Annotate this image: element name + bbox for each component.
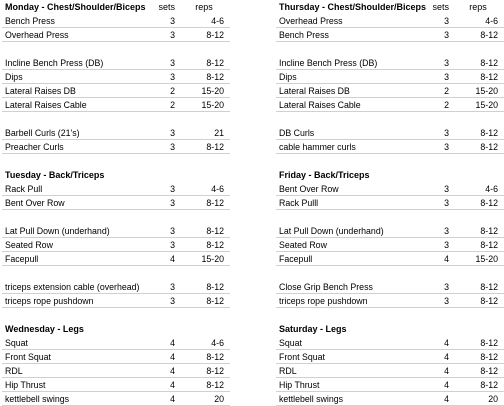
exercise-name: Facepull: [5, 254, 39, 264]
day-header-row: [276, 0, 504, 14]
exercise-sets: 3: [170, 296, 175, 306]
exercise-row: [276, 196, 504, 210]
exercise-name: Bench Press: [5, 16, 55, 26]
exercise-sets: 2: [170, 100, 175, 110]
exercise-reps: 8-12: [206, 366, 224, 376]
exercise-row: [2, 70, 230, 84]
exercise-row: [2, 336, 230, 350]
exercise-sets: 4: [170, 394, 175, 404]
exercise-reps: 8-12: [480, 338, 498, 348]
exercise-row: [276, 280, 504, 294]
exercise-sets: 3: [444, 16, 449, 26]
spacer-row: [2, 154, 230, 168]
exercise-name: Squat: [5, 338, 28, 348]
exercise-reps: 8-12: [480, 198, 498, 208]
exercise-sets: 3: [444, 296, 449, 306]
exercise-reps: 8-12: [480, 128, 498, 138]
spacer-row: [276, 210, 504, 224]
exercise-name: Incline Bench Press (DB): [279, 58, 378, 68]
exercise-reps: 4-6: [485, 16, 498, 26]
exercise-reps: 8-12: [480, 296, 498, 306]
spacer-row: [276, 112, 504, 126]
exercise-row: [276, 98, 504, 112]
exercise-sets: 3: [444, 282, 449, 292]
reps-column-header: reps: [469, 2, 487, 12]
exercise-sets: 3: [444, 30, 449, 40]
exercise-sets: 4: [444, 254, 449, 264]
exercise-sets: 2: [444, 100, 449, 110]
exercise-row: [276, 28, 504, 42]
exercise-name: triceps rope pushdown: [5, 296, 94, 306]
exercise-reps: 8-12: [206, 296, 224, 306]
exercise-sets: 2: [444, 86, 449, 96]
exercise-row: [276, 392, 504, 406]
exercise-row: [2, 378, 230, 392]
day-title: Saturday - Legs: [279, 324, 347, 334]
exercise-row: [2, 84, 230, 98]
exercise-name: Overhead Press: [5, 30, 69, 40]
exercise-row: [2, 14, 230, 28]
spacer-row: [2, 266, 230, 280]
exercise-name: cable hammer curls: [279, 142, 356, 152]
exercise-row: [276, 14, 504, 28]
exercise-name: Overhead Press: [279, 16, 343, 26]
exercise-sets: 3: [170, 184, 175, 194]
exercise-name: Seated Row: [279, 240, 327, 250]
exercise-row: [2, 196, 230, 210]
exercise-name: Bent Over Row: [5, 198, 65, 208]
exercise-name: triceps rope pushdown: [279, 296, 368, 306]
exercise-row: [276, 252, 504, 266]
exercise-name: Lateral Raises DB: [279, 86, 350, 96]
exercise-sets: 3: [170, 72, 175, 82]
exercise-row: [276, 238, 504, 252]
exercise-reps: 8-12: [206, 380, 224, 390]
exercise-name: Squat: [279, 338, 302, 348]
left-schedule-panel: [2, 0, 230, 406]
exercise-reps: 4-6: [211, 16, 224, 26]
exercise-reps: 4-6: [211, 338, 224, 348]
exercise-name: Lat Pull Down (underhand): [5, 226, 110, 236]
exercise-sets: 3: [444, 240, 449, 250]
exercise-sets: 4: [444, 380, 449, 390]
day-header-row: [2, 322, 230, 336]
exercise-reps: 15-20: [201, 254, 224, 264]
exercise-sets: 3: [444, 226, 449, 236]
exercise-sets: 2: [170, 86, 175, 96]
exercise-name: Hip Thrust: [279, 380, 320, 390]
exercise-reps: 8-12: [206, 240, 224, 250]
exercise-sets: 3: [170, 198, 175, 208]
exercise-reps: 8-12: [206, 58, 224, 68]
exercise-reps: 4-6: [485, 184, 498, 194]
exercise-name: Facepull: [279, 254, 313, 264]
exercise-name: Rack Pulll: [279, 198, 319, 208]
day-title: Tuesday - Back/Triceps: [5, 170, 105, 180]
spacer-row: [2, 42, 230, 56]
exercise-reps: 20: [214, 394, 224, 404]
exercise-reps: 8-12: [480, 380, 498, 390]
exercise-name: Front Squat: [279, 352, 325, 362]
exercise-row: [276, 224, 504, 238]
exercise-name: Lateral Raises Cable: [279, 100, 361, 110]
exercise-row: [276, 84, 504, 98]
exercise-sets: 4: [170, 366, 175, 376]
sets-column-header: sets: [158, 2, 175, 12]
day-header-row: [276, 322, 504, 336]
exercise-row: [2, 364, 230, 378]
exercise-row: [2, 28, 230, 42]
exercise-reps: 8-12: [480, 58, 498, 68]
exercise-row: [276, 350, 504, 364]
exercise-row: [2, 140, 230, 154]
exercise-sets: 4: [444, 352, 449, 362]
exercise-name: RDL: [279, 366, 297, 376]
exercise-name: Seated Row: [5, 240, 53, 250]
exercise-reps: 15-20: [475, 100, 498, 110]
exercise-row: [2, 182, 230, 196]
exercise-reps: 15-20: [201, 86, 224, 96]
day-title: Thursday - Chest/Shoulder/Biceps: [279, 2, 427, 12]
exercise-sets: 3: [170, 128, 175, 138]
exercise-row: [2, 224, 230, 238]
exercise-sets: 3: [444, 142, 449, 152]
exercise-reps: 8-12: [480, 282, 498, 292]
exercise-reps: 15-20: [201, 100, 224, 110]
exercise-name: kettlebell swings: [5, 394, 70, 404]
exercise-name: Rack Pull: [5, 184, 43, 194]
exercise-reps: 20: [488, 394, 498, 404]
exercise-reps: 8-12: [480, 142, 498, 152]
exercise-name: kettlebell swings: [279, 394, 344, 404]
day-header-row: [2, 168, 230, 182]
exercise-reps: 8-12: [206, 72, 224, 82]
right-schedule-panel: [276, 0, 504, 406]
exercise-reps: 8-12: [206, 352, 224, 362]
exercise-reps: 8-12: [480, 352, 498, 362]
exercise-row: [2, 350, 230, 364]
day-title: Monday - Chest/Shoulder/Biceps: [5, 2, 146, 12]
exercise-name: Front Squat: [5, 352, 51, 362]
exercise-row: [2, 238, 230, 252]
exercise-name: Lateral Raises Cable: [5, 100, 87, 110]
spacer-row: [2, 112, 230, 126]
exercise-row: [276, 70, 504, 84]
exercise-sets: 3: [170, 16, 175, 26]
exercise-sets: 3: [170, 282, 175, 292]
reps-column-header: reps: [195, 2, 213, 12]
exercise-row: [276, 336, 504, 350]
exercise-sets: 4: [170, 254, 175, 264]
exercise-name: Dips: [279, 72, 297, 82]
exercise-reps: 8-12: [206, 142, 224, 152]
exercise-row: [276, 126, 504, 140]
exercise-name: Hip Thrust: [5, 380, 46, 390]
exercise-row: [276, 294, 504, 308]
exercise-row: [2, 392, 230, 406]
exercise-sets: 3: [444, 198, 449, 208]
sets-column-header: sets: [432, 2, 449, 12]
exercise-sets: 4: [170, 352, 175, 362]
exercise-reps: 8-12: [206, 30, 224, 40]
exercise-reps: 15-20: [475, 254, 498, 264]
exercise-reps: 4-6: [211, 184, 224, 194]
exercise-row: [2, 294, 230, 308]
exercise-sets: 4: [444, 366, 449, 376]
exercise-sets: 4: [444, 338, 449, 348]
exercise-name: Close Grip Bench Press: [279, 282, 373, 292]
exercise-name: Bent Over Row: [279, 184, 339, 194]
exercise-name: RDL: [5, 366, 23, 376]
exercise-row: [2, 280, 230, 294]
exercise-reps: 8-12: [480, 240, 498, 250]
exercise-name: DB Curls: [279, 128, 315, 138]
exercise-row: [276, 378, 504, 392]
spacer-row: [276, 266, 504, 280]
exercise-row: [276, 56, 504, 70]
exercise-name: Preacher Curls: [5, 142, 64, 152]
spacer-row: [276, 42, 504, 56]
exercise-name: triceps extension cable (overhead): [5, 282, 140, 292]
day-title: Friday - Back/Triceps: [279, 170, 370, 180]
exercise-reps: 8-12: [206, 198, 224, 208]
exercise-row: [276, 364, 504, 378]
exercise-name: Barbell Curls (21's): [5, 128, 80, 138]
spacer-row: [2, 210, 230, 224]
exercise-row: [2, 56, 230, 70]
exercise-sets: 3: [170, 226, 175, 236]
day-header-row: [276, 168, 504, 182]
spacer-row: [2, 308, 230, 322]
exercise-sets: 3: [444, 58, 449, 68]
exercise-sets: 4: [170, 380, 175, 390]
exercise-row: [2, 252, 230, 266]
exercise-reps: 21: [214, 128, 224, 138]
exercise-row: [2, 126, 230, 140]
spacer-row: [276, 154, 504, 168]
exercise-row: [2, 98, 230, 112]
exercise-sets: 4: [444, 394, 449, 404]
day-header-row: [2, 0, 230, 14]
exercise-row: [276, 182, 504, 196]
exercise-reps: 15-20: [475, 86, 498, 96]
exercise-reps: 8-12: [480, 226, 498, 236]
exercise-reps: 8-12: [480, 72, 498, 82]
spacer-row: [276, 308, 504, 322]
exercise-reps: 8-12: [206, 282, 224, 292]
exercise-sets: 3: [170, 58, 175, 68]
exercise-name: Lateral Raises DB: [5, 86, 76, 96]
day-title: Wednesday - Legs: [5, 324, 84, 334]
exercise-reps: 8-12: [480, 366, 498, 376]
exercise-name: Incline Bench Press (DB): [5, 58, 104, 68]
exercise-reps: 8-12: [206, 226, 224, 236]
exercise-row: [276, 140, 504, 154]
exercise-name: Lat Pull Down (underhand): [279, 226, 384, 236]
exercise-sets: 3: [170, 30, 175, 40]
exercise-name: Dips: [5, 72, 23, 82]
exercise-sets: 3: [444, 184, 449, 194]
exercise-name: Bench Press: [279, 30, 329, 40]
exercise-sets: 3: [444, 128, 449, 138]
exercise-reps: 8-12: [480, 30, 498, 40]
exercise-sets: 4: [170, 338, 175, 348]
exercise-sets: 3: [170, 142, 175, 152]
exercise-sets: 3: [444, 72, 449, 82]
exercise-sets: 3: [170, 240, 175, 250]
